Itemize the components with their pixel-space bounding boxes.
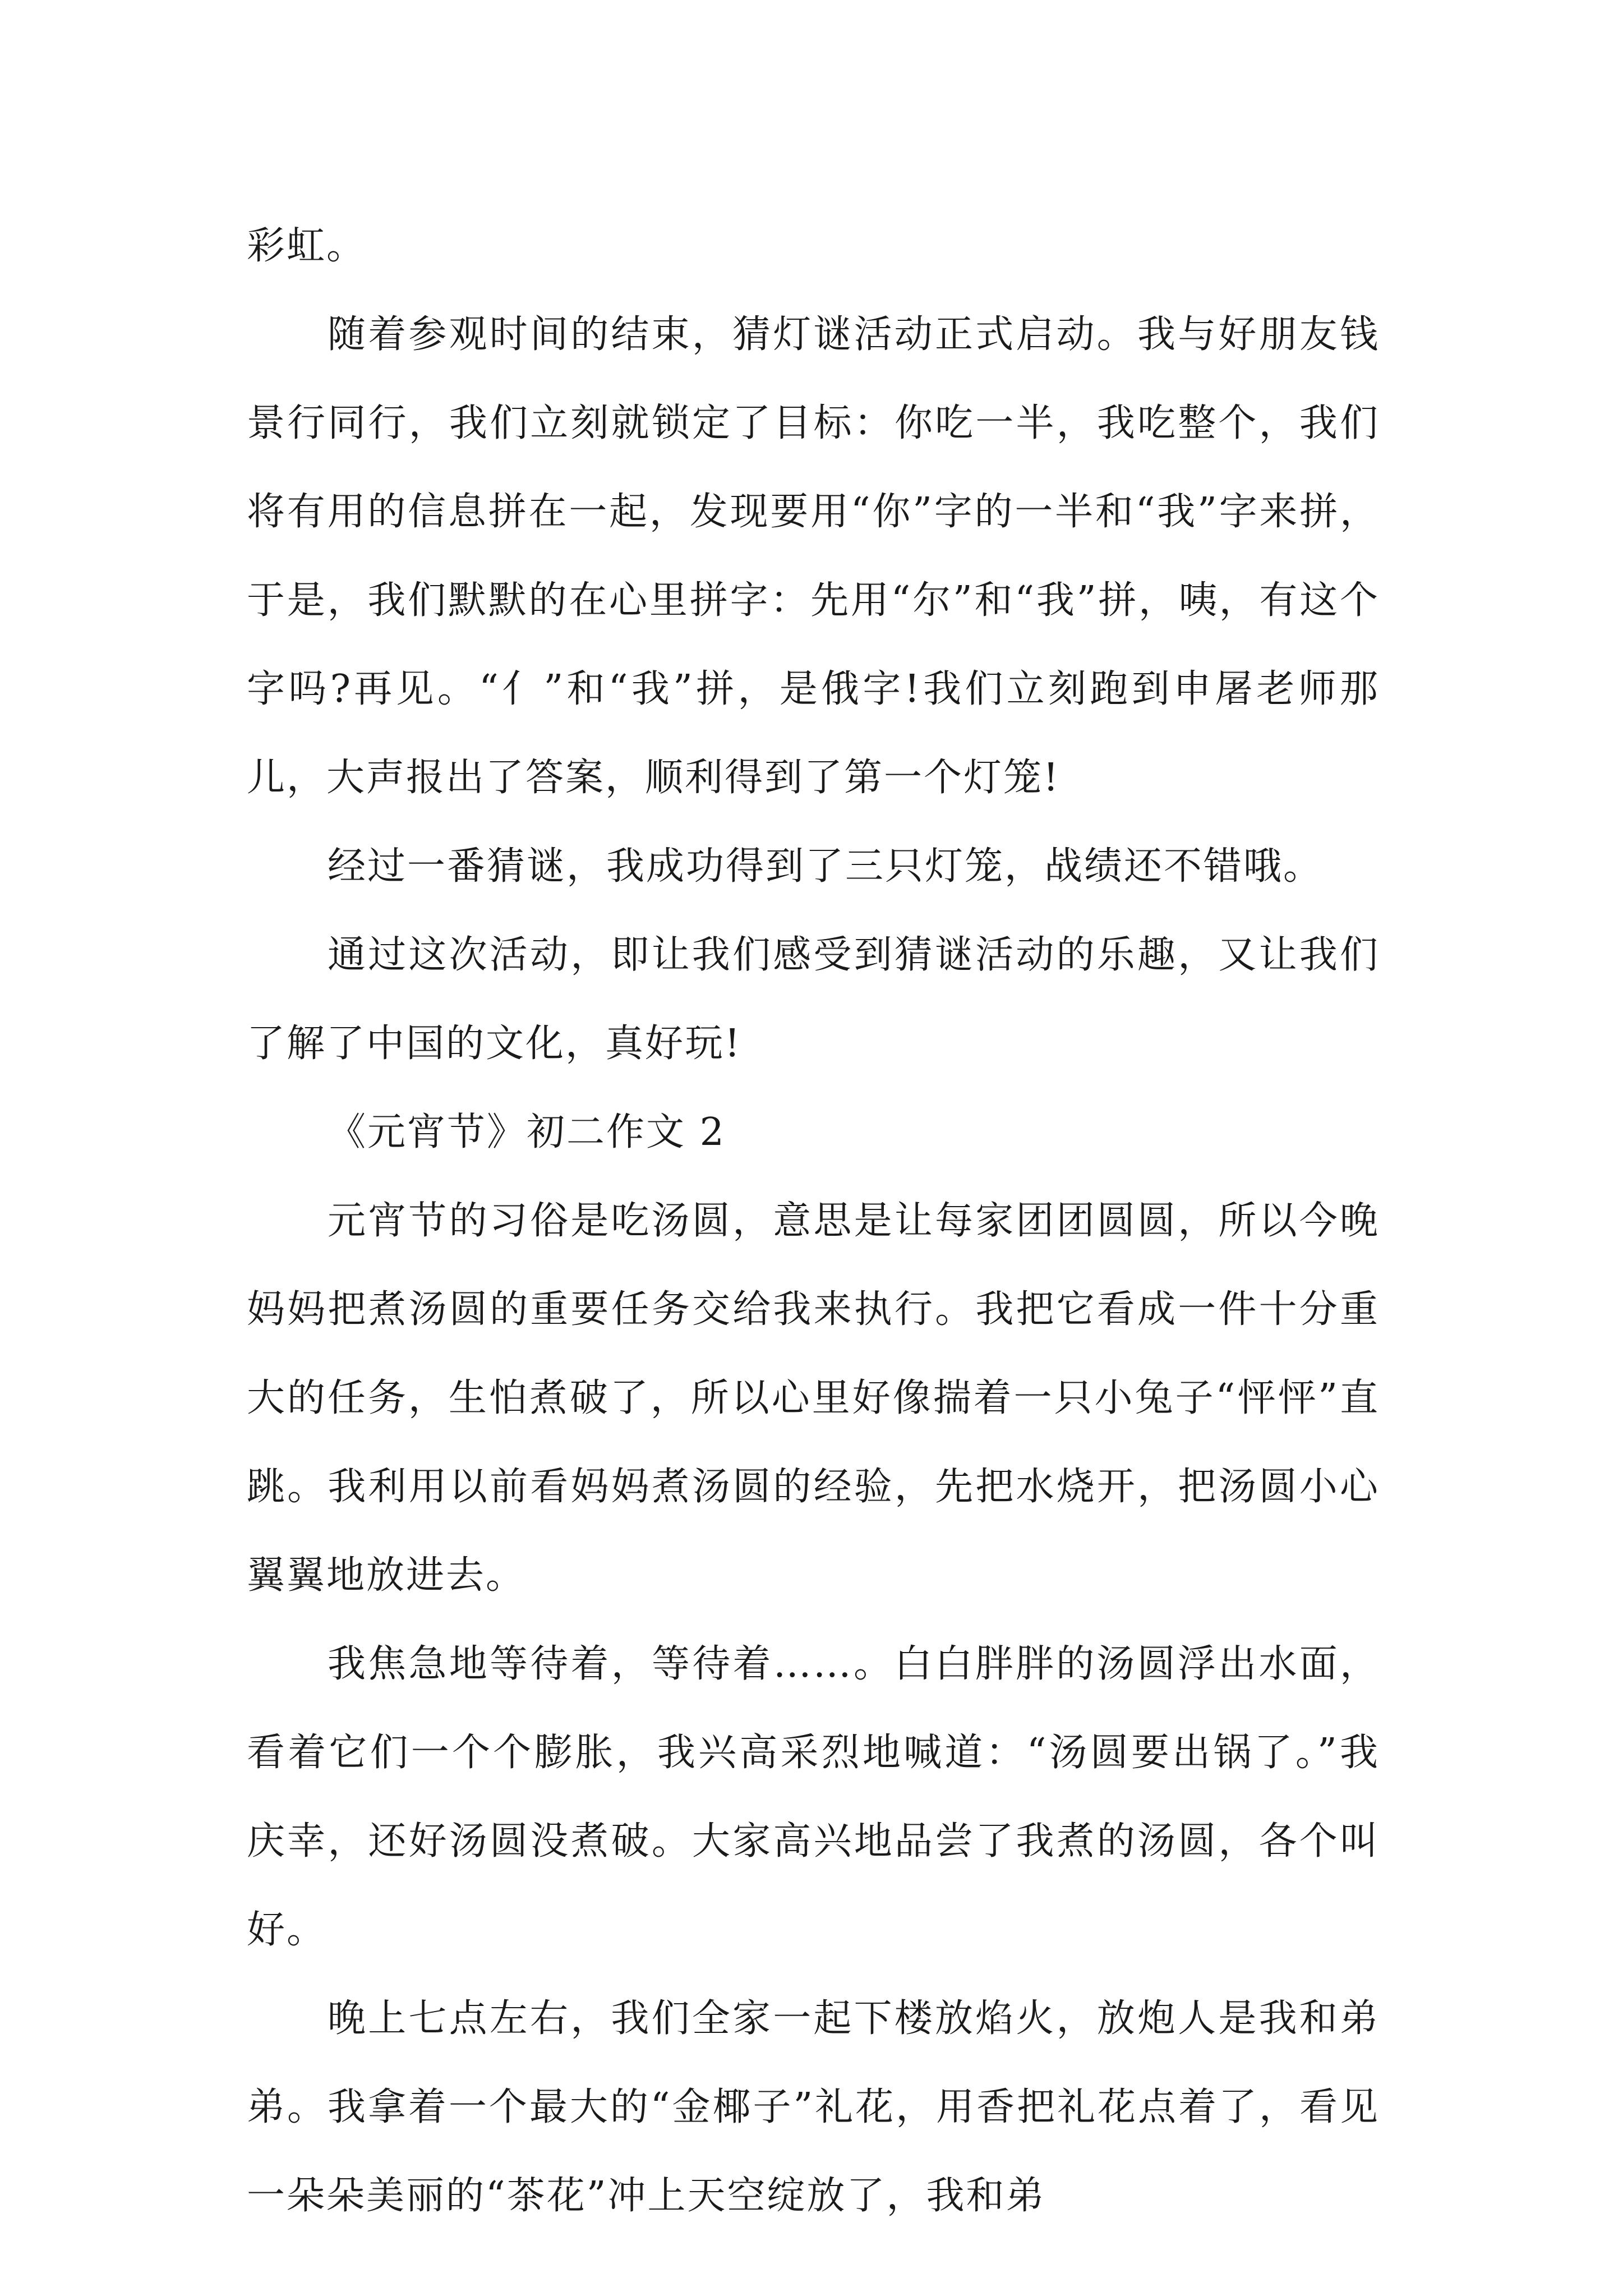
paragraph-lanterns-won: 经过一番猜谜，我成功得到了三只灯笼，战绩还不错哦。: [328, 844, 1324, 889]
paragraph-continuation: 彩虹。: [247, 224, 367, 268]
paragraph-lantern-riddle: 随着参观时间的结束，猜灯谜活动正式启动。我与好朋友钱景行同行，我们立刻就锁定了目标：你吃一半，我吃整个，我们将有用的信息拼在一起，发现要用“你”字的一半和“我”字来拼，于是，我们默默的在心里拼字：先用“尔”和“我”拼，咦，有这个字吗?再见。“亻”和“我”拼，是俄字!我们立刻跑到申屠老师那儿，大声报出了答案，顺利得到了第一个灯笼!: [247, 312, 1380, 800]
essay-heading: 《元宵节》初二作文 2: [328, 1110, 726, 1154]
document-body: [247, 202, 1380, 2240]
paragraph-fireworks: 晚上七点左右，我们全家一起下楼放焰火，放炮人是我和弟弟。我拿着一个最大的“金椰子”礼花，用香把礼花点着了，看见一朵朵美丽的“茶花”冲上天空绽放了，我和弟: [247, 1996, 1380, 2218]
paragraph-tangyuan-cooked: 我焦急地等待着，等待着……。白白胖胖的汤圆浮出水面，看着它们一个个膨胀，我兴高采烈地喊道：“汤圆要出锅了。”我庆幸，还好汤圆没煮破。大家高兴地品尝了我煮的汤圆，各个叫好。: [247, 1642, 1380, 1952]
paragraph-tangyuan-task: 元宵节的习俗是吃汤圆，意思是让每家团团圆圆，所以今晚妈妈把煮汤圆的重要任务交给我来执行。我把它看成一件十分重大的任务，生怕煮破了，所以心里好像揣着一只小兔子“怦怦”直跳。我利用以前看妈妈煮汤圆的经验，先把水烧开，把汤圆小心翼翼地放进去。: [247, 1199, 1380, 1598]
paragraph-activity-summary: 通过这次活动，即让我们感受到猜谜活动的乐趣，又让我们了解了中国的文化，真好玩!: [247, 933, 1380, 1066]
